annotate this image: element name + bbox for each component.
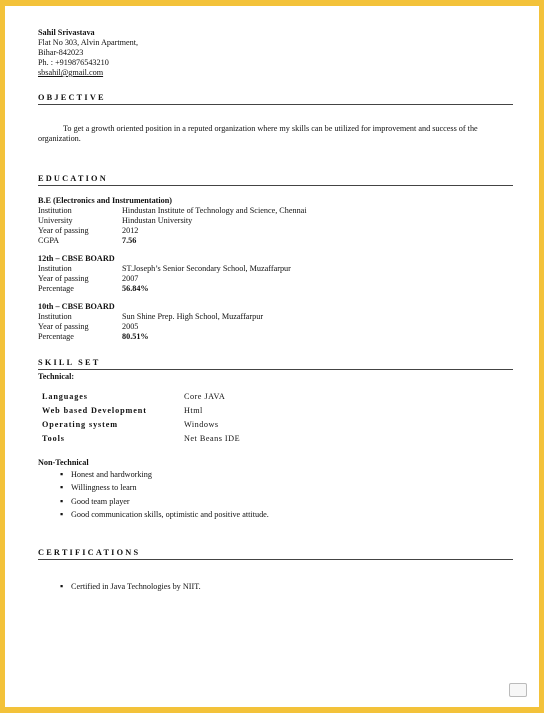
table-row (42, 392, 240, 406)
phone-number: Ph. : +919876543210 (38, 58, 109, 67)
edu-key: Institution (38, 312, 72, 321)
list-item: ▪ Honest and hardworking (60, 470, 513, 483)
nontech-label: Non-Technical (38, 458, 89, 467)
skills-heading: SKILL SET (38, 358, 513, 370)
skill-value: Core JAVA (184, 392, 226, 401)
skill-key: Languages (42, 392, 88, 401)
edu-be-title: B.E (Electronics and Instrumentation) (38, 196, 173, 205)
list-item: ▪ Good team player (60, 497, 513, 510)
skill-value: Windows (184, 420, 219, 429)
edu-row (38, 312, 513, 322)
list-item: ▪ Certified in Java Technologies by NIIT. (60, 582, 513, 595)
certifications-heading: CERTIFICATIONS (38, 548, 513, 560)
edu-row (38, 206, 513, 216)
edu-value: Hindustan Institute of Technology and Science, Chennai (122, 206, 307, 215)
edu-value: 7.56 (122, 236, 137, 245)
resume-content (38, 28, 513, 595)
table-row (42, 420, 240, 434)
edu-be (38, 196, 513, 246)
contact-header (38, 28, 513, 78)
table-row (42, 406, 240, 420)
edu-twelfth (38, 254, 513, 294)
page-curl-icon (509, 683, 527, 697)
skill-key: Tools (42, 434, 65, 443)
edu-row (38, 216, 513, 226)
skill-key: Web based Development (42, 406, 147, 415)
edu-key: CGPA (38, 236, 60, 245)
candidate-name: Sahil Srivastava (38, 28, 95, 37)
skill-key: Operating system (42, 420, 119, 429)
edu-value: 56.84% (122, 284, 149, 293)
edu-value: Sun Shine Prep. High School, Muzaffarpur (122, 312, 264, 321)
edu-key: Institution (38, 264, 72, 273)
skill-value: Html (184, 406, 203, 415)
table-row (42, 434, 240, 448)
email-link[interactable]: sbsahil@gmail.com (38, 68, 104, 77)
edu-tenth (38, 302, 513, 342)
edu-value: Hindustan University (122, 216, 193, 225)
edu-key: Year of passing (38, 274, 89, 283)
edu-key: University (38, 216, 73, 225)
edu-row (38, 236, 513, 246)
edu-value: ST.Joseph’s Senior Secondary School, Muzaffarpur (122, 264, 291, 273)
technical-skills-table (42, 392, 240, 448)
list-item: ▪ Willingness to learn (60, 483, 513, 496)
address-line-2: Bihar-842023 (38, 48, 84, 57)
edu-row (38, 226, 513, 236)
edu-value: 2012 (122, 226, 139, 235)
edu-key: Percentage (38, 332, 74, 341)
address-line-1: Flat No 303, Alvin Apartment, (38, 38, 139, 47)
technical-label: Technical: (38, 372, 75, 381)
edu-key: Institution (38, 206, 72, 215)
edu-value: 2007 (122, 274, 139, 283)
resume-page (5, 6, 539, 707)
edu-value: 2005 (122, 322, 139, 331)
list-item: ▪ Good communication skills, optimistic and positive attitude. (60, 510, 513, 523)
edu-row (38, 264, 513, 274)
education-heading: EDUCATION (38, 174, 513, 186)
edu-key: Year of passing (38, 322, 89, 331)
edu-row (38, 322, 513, 332)
edu-row (38, 332, 513, 342)
nontech-list (38, 470, 513, 524)
edu-key: Year of passing (38, 226, 89, 235)
edu-twelfth-title: 12th – CBSE BOARD (38, 254, 115, 263)
edu-value: 80.51% (122, 332, 149, 341)
edu-key: Percentage (38, 284, 74, 293)
objective-text: To get a growth oriented position in a reputed organization where my skills can be utilized for improvement and success of the organization. (38, 124, 478, 143)
edu-tenth-title: 10th – CBSE BOARD (38, 302, 115, 311)
edu-row (38, 284, 513, 294)
edu-row (38, 274, 513, 284)
certifications-list (38, 582, 513, 595)
skill-value: Net Beans IDE (184, 434, 241, 443)
objective-heading: OBJECTIVE (38, 93, 513, 105)
